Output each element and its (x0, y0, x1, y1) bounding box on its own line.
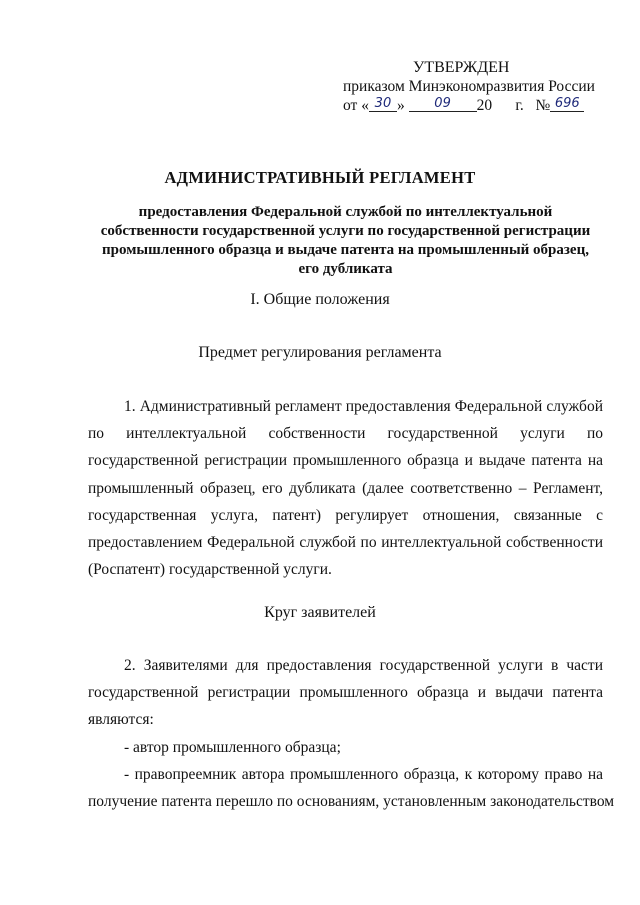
subtitle-line: промышленного образца и выдаче патента на промышленный образец, (102, 242, 589, 258)
day-field (369, 96, 397, 112)
number-field (550, 96, 584, 112)
approval-order-line: приказом Минэкономразвития России (343, 78, 595, 95)
date-mid: » (396, 97, 405, 114)
list-item: - правопреемник автора промышленного образца, к которому право на (124, 765, 603, 783)
paragraph-line: являются: (88, 711, 154, 729)
section-heading-applicants: Круг заявителей (264, 604, 376, 621)
handwritten-day: 30 (374, 96, 392, 111)
document-title: АДМИНИСТРАТИВНЫЙ РЕГЛАМЕНТ (164, 168, 476, 187)
section-heading-general: I. Общие положения (250, 291, 390, 308)
paragraph-line: государственная услуга, патент) регулирует отношения, связанные с (88, 506, 603, 524)
subtitle-line: собственности государственной услуги по государственной регистрации (100, 223, 591, 239)
paragraph-1 (88, 393, 603, 583)
paragraph-line: промышленный образец, его дубликата (далее соответственно – Регламент, (88, 479, 603, 497)
paragraph-line: государственной регистрации промышленного образца и выдачи патента (88, 684, 603, 702)
paragraph-line: по интеллектуальной собственности государственной услуги по (88, 425, 603, 443)
month-field (409, 96, 477, 112)
document-subtitle (88, 203, 603, 279)
paragraph-line: получение патента перешло по основаниям, установленным законодательством (88, 793, 615, 811)
number-sign: № (535, 97, 551, 114)
handwritten-number: 696 (554, 96, 580, 111)
paragraph-2 (88, 652, 615, 815)
approval-date-line (343, 96, 603, 115)
handwritten-month: 09 (434, 96, 451, 111)
paragraph-line: 1. Административный регламент предоставления Федеральной службой (124, 398, 603, 415)
section-heading-subject: Предмет регулирования регламента (198, 344, 442, 361)
list-item: - автор промышленного образца; (124, 738, 341, 756)
year-suffix: г. (515, 97, 524, 114)
paragraph-line: государственной регистрации промышленного образца и выдаче патента на (88, 452, 603, 470)
paragraph-line: предоставлением Федеральной службой по интеллектуальной собственности (88, 534, 603, 552)
subtitle-line: его дубликата (298, 261, 393, 277)
subtitle-line: предоставления Федеральной службой по интеллектуальной (138, 204, 553, 220)
approval-stamp (343, 58, 603, 115)
approval-heading: УТВЕРЖДЕН (413, 59, 510, 76)
year-prefix: 20 (476, 97, 493, 114)
paragraph-line: (Роспатент) государственной услуги. (88, 561, 332, 579)
paragraph-line: 2. Заявителями для предоставления государственной услуги в части (124, 657, 603, 674)
date-prefix: от « (343, 97, 369, 114)
